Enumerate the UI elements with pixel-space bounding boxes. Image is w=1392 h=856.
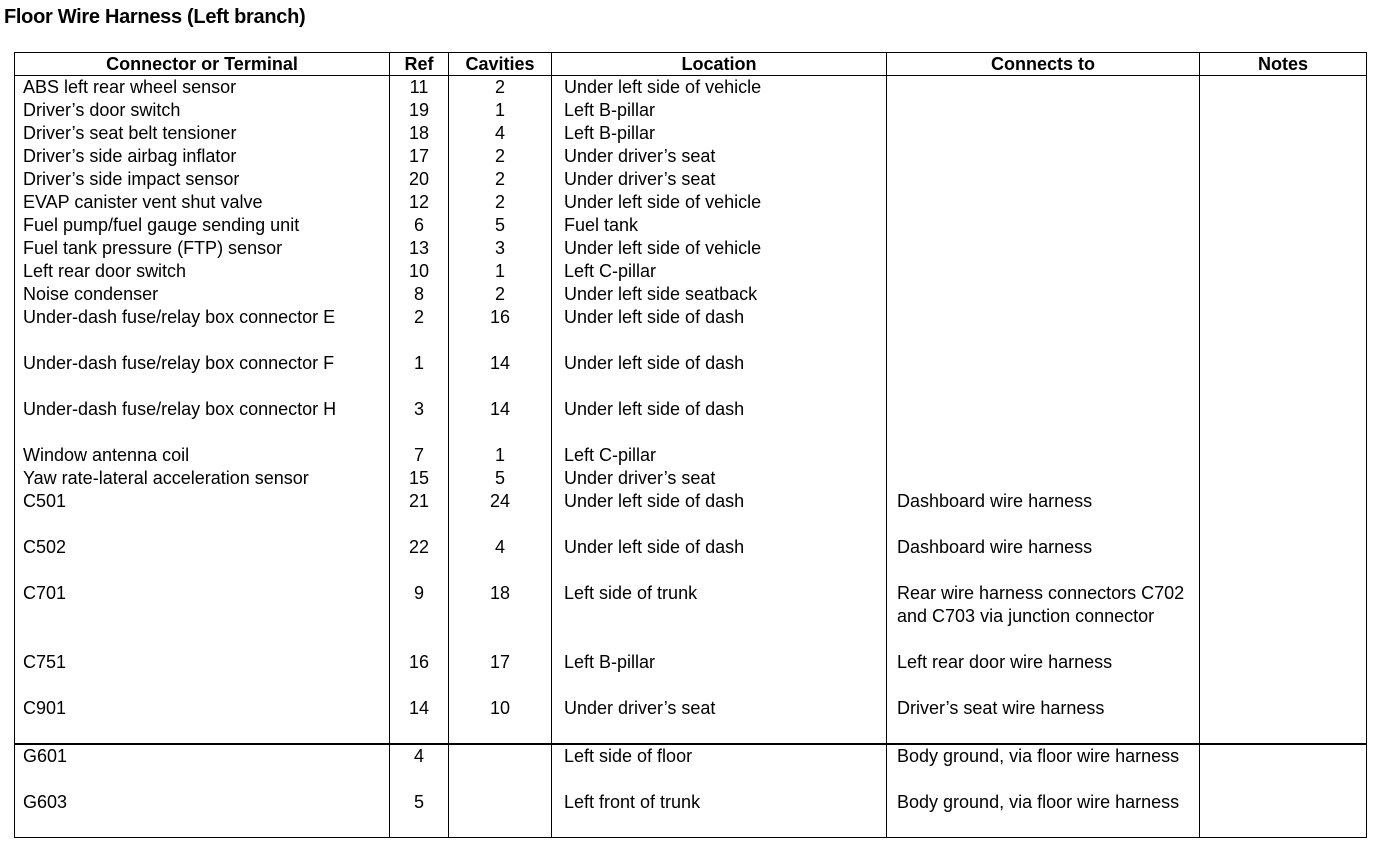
connects-to-cell: Driver’s seat wire harness [887,697,1200,744]
connector-cell: Left rear door switch [15,260,390,283]
cavities-cell: 17 [449,651,552,697]
notes-cell [1200,467,1367,490]
table-row [15,536,1367,582]
connects-to-cell: Body ground, via floor wire harness [887,744,1200,791]
table-row [15,283,1367,306]
location-cell: Fuel tank [552,214,887,237]
location-cell: Left B-pillar [552,122,887,145]
ref-cell: 7 [390,444,449,467]
cavities-cell: 14 [449,398,552,444]
connects-to-cell [887,214,1200,237]
ref-cell: 2 [390,306,449,352]
ref-cell: 3 [390,398,449,444]
header-connector: Connector or Terminal [15,53,390,76]
ground-table-body [15,744,1367,838]
table-row [15,191,1367,214]
location-cell: Under driver’s seat [552,697,887,744]
connector-cell: Driver’s door switch [15,99,390,122]
cavities-cell: 2 [449,76,552,100]
notes-cell [1200,99,1367,122]
cavities-cell: 16 [449,306,552,352]
connector-cell: C701 [15,582,390,651]
connects-to-cell [887,145,1200,168]
connector-cell: Yaw rate-lateral acceleration sensor [15,467,390,490]
table-row [15,444,1367,467]
notes-cell [1200,744,1367,791]
connects-to-cell [887,260,1200,283]
connects-to-cell [887,122,1200,145]
location-cell: Left B-pillar [552,651,887,697]
ref-cell: 9 [390,582,449,651]
connects-to-cell [887,237,1200,260]
table-row [15,99,1367,122]
location-cell: Under left side of dash [552,490,887,536]
table-row [15,352,1367,398]
cavities-cell: 4 [449,536,552,582]
cavities-cell: 2 [449,168,552,191]
location-cell: Under driver’s seat [552,467,887,490]
ref-cell: 12 [390,191,449,214]
notes-cell [1200,791,1367,838]
table-row [15,145,1367,168]
cavities-cell: 2 [449,145,552,168]
notes-cell [1200,444,1367,467]
notes-cell [1200,168,1367,191]
cavities-cell: 2 [449,191,552,214]
connects-to-cell [887,191,1200,214]
connector-cell: Under-dash fuse/relay box connector E [15,306,390,352]
table-row [15,791,1367,838]
page-title: Floor Wire Harness (Left branch) [4,6,306,28]
cavities-cell: 1 [449,444,552,467]
table-body [15,76,1367,745]
location-cell: Under left side of vehicle [552,76,887,100]
connector-cell: G601 [15,744,390,791]
table-row [15,697,1367,744]
table-row [15,490,1367,536]
ref-cell: 14 [390,697,449,744]
table-row [15,76,1367,100]
connects-to-cell [887,99,1200,122]
ref-cell: 11 [390,76,449,100]
cavities-cell: 10 [449,697,552,744]
ref-cell: 18 [390,122,449,145]
cavities-cell: 5 [449,467,552,490]
connector-cell: C502 [15,536,390,582]
location-cell: Under left side of dash [552,306,887,352]
ref-cell: 5 [390,791,449,838]
header-connects-to: Connects to [887,53,1200,76]
ref-cell: 1 [390,352,449,398]
location-cell: Under left side of vehicle [552,191,887,214]
header-location: Location [552,53,887,76]
notes-cell [1200,490,1367,536]
connector-cell: Under-dash fuse/relay box connector H [15,398,390,444]
notes-cell [1200,536,1367,582]
location-cell: Under driver’s seat [552,145,887,168]
connector-cell: C901 [15,697,390,744]
ref-cell: 19 [390,99,449,122]
connector-cell: Driver’s side impact sensor [15,168,390,191]
ref-cell: 22 [390,536,449,582]
notes-cell [1200,651,1367,697]
cavities-cell: 18 [449,582,552,651]
table-row [15,467,1367,490]
notes-cell [1200,122,1367,145]
ref-cell: 16 [390,651,449,697]
cavities-cell: 1 [449,260,552,283]
table-row [15,744,1367,791]
location-cell: Left B-pillar [552,99,887,122]
header-ref: Ref [390,53,449,76]
ref-cell: 20 [390,168,449,191]
connector-cell: ABS left rear wheel sensor [15,76,390,100]
table-row [15,651,1367,697]
header-notes: Notes [1200,53,1367,76]
location-cell: Under left side of vehicle [552,237,887,260]
connects-to-cell: Rear wire harness connectors C702 and C703 via junction connector [887,582,1200,651]
cavities-cell [449,791,552,838]
header-row [15,53,1367,76]
location-cell: Left C-pillar [552,260,887,283]
ref-cell: 8 [390,283,449,306]
connector-cell: Under-dash fuse/relay box connector F [15,352,390,398]
connector-cell: Fuel tank pressure (FTP) sensor [15,237,390,260]
connector-cell: Fuel pump/fuel gauge sending unit [15,214,390,237]
connector-cell: Window antenna coil [15,444,390,467]
connects-to-cell: Dashboard wire harness [887,490,1200,536]
notes-cell [1200,214,1367,237]
connector-cell: Noise condenser [15,283,390,306]
notes-cell [1200,76,1367,100]
harness-table [14,52,1367,838]
connector-cell: EVAP canister vent shut valve [15,191,390,214]
table-row [15,168,1367,191]
cavities-cell: 1 [449,99,552,122]
location-cell: Left side of trunk [552,582,887,651]
notes-cell [1200,237,1367,260]
notes-cell [1200,352,1367,398]
connects-to-cell: Body ground, via floor wire harness [887,791,1200,838]
ref-cell: 6 [390,214,449,237]
table-row [15,582,1367,651]
table-row [15,398,1367,444]
connects-to-cell: Dashboard wire harness [887,536,1200,582]
location-cell: Under left side seatback [552,283,887,306]
connects-to-cell [887,76,1200,100]
table-row [15,237,1367,260]
ref-cell: 13 [390,237,449,260]
location-cell: Left front of trunk [552,791,887,838]
notes-cell [1200,697,1367,744]
cavities-cell [449,744,552,791]
connects-to-cell [887,352,1200,398]
cavities-cell: 5 [449,214,552,237]
connects-to-cell [887,444,1200,467]
notes-cell [1200,582,1367,651]
cavities-cell: 4 [449,122,552,145]
ref-cell: 21 [390,490,449,536]
table-row [15,306,1367,352]
cavities-cell: 24 [449,490,552,536]
location-cell: Left C-pillar [552,444,887,467]
notes-cell [1200,260,1367,283]
cavities-cell: 3 [449,237,552,260]
connector-cell: Driver’s seat belt tensioner [15,122,390,145]
connects-to-cell [887,398,1200,444]
notes-cell [1200,283,1367,306]
notes-cell [1200,398,1367,444]
location-cell: Under left side of dash [552,398,887,444]
ref-cell: 17 [390,145,449,168]
connector-cell: G603 [15,791,390,838]
location-cell: Under left side of dash [552,352,887,398]
connects-to-cell [887,283,1200,306]
table-row [15,122,1367,145]
location-cell: Under left side of dash [552,536,887,582]
connector-cell: C751 [15,651,390,697]
connector-cell: C501 [15,490,390,536]
ref-cell: 10 [390,260,449,283]
connects-to-cell [887,467,1200,490]
ref-cell: 15 [390,467,449,490]
table-row [15,260,1367,283]
connector-cell: Driver’s side airbag inflator [15,145,390,168]
notes-cell [1200,191,1367,214]
cavities-cell: 2 [449,283,552,306]
notes-cell [1200,145,1367,168]
location-cell: Under driver’s seat [552,168,887,191]
notes-cell [1200,306,1367,352]
connects-to-cell: Left rear door wire harness [887,651,1200,697]
cavities-cell: 14 [449,352,552,398]
header-cavities: Cavities [449,53,552,76]
ref-cell: 4 [390,744,449,791]
location-cell: Left side of floor [552,744,887,791]
connects-to-cell [887,306,1200,352]
table-row [15,214,1367,237]
connects-to-cell [887,168,1200,191]
